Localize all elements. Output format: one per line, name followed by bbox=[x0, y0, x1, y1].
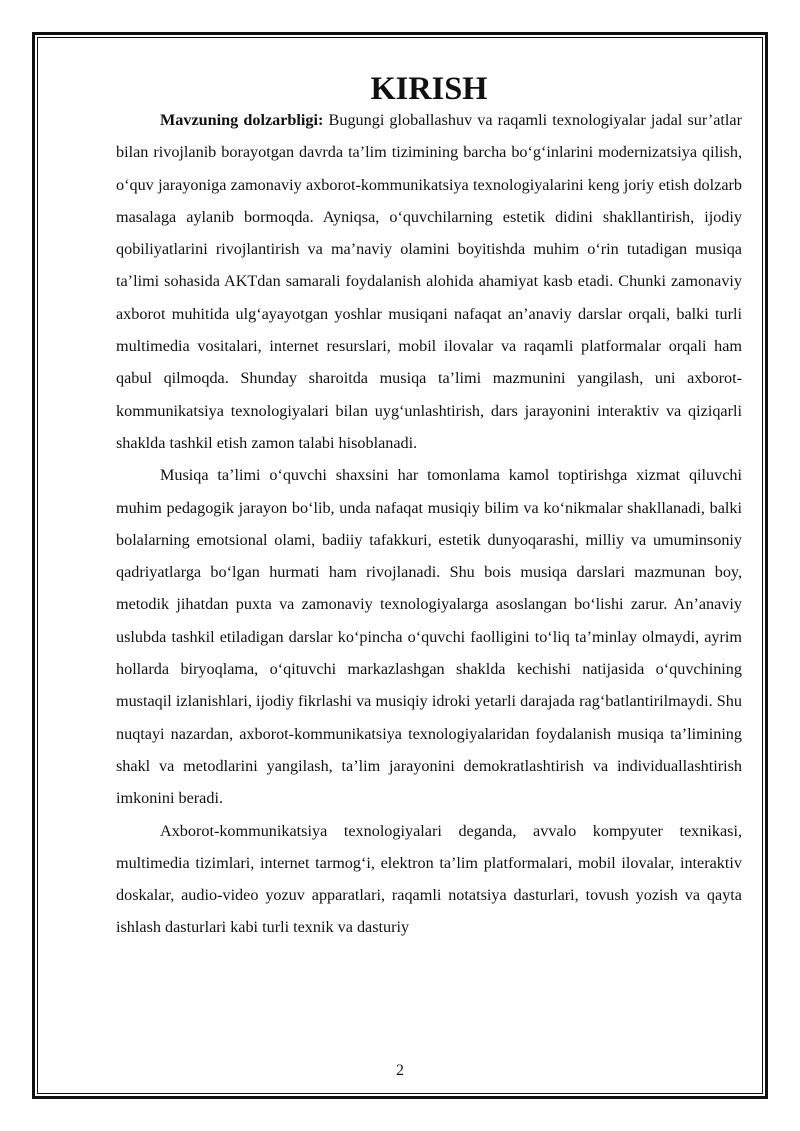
paragraph-text: Musiqa ta’limi o‘quvchi shaxsini har tomonlama kamol toptirishga xizmat qiluvchi muhim pedagogik jarayon bo‘lib, unda nafaqat musiqiy bilim va ko‘nikmalar shakllanadi, balki bolalarning emotsional olami, badiiy tafakkuri, estetik dunyoqarashi, milliy va umuminsoniy qadriyatlarga bo‘lgan hurmati ham rivojlanadi. Shu bois musiqa darslari mazmunan boy, metodik jihatdan puxta va zamonaviy texnologiyalarga asoslangan bo‘lishi zarur. An’anaviy uslubda tashkil etiladigan darslar ko‘pincha o‘quvchi faolligini to‘liq ta’minlay olmaydi, ayrim hollarda biryoqlama, o‘qituvchi markazlashgan shaklda kechishi natijasida o‘quvchining mustaqil izlanishlari, ijodiy fikrlashi va musiqiy idroki yetarli darajada rag‘batlantirilmaydi. Shu nuqtayi nazardan, axborot-kommunikatsiya texnologiyalaridan foydalanish musiqa ta’limining shakl va metodlarini yangilash, ta’lim jarayonini demokratlashtirish va individuallashtirish imkonini beradi. bbox=[116, 466, 742, 808]
paragraph-3 bbox=[116, 815, 742, 944]
paragraph-2 bbox=[116, 459, 742, 814]
page-number: 2 bbox=[396, 1062, 404, 1079]
paragraph-text: Bugungi globallashuv va raqamli texnologiyalar jadal sur’atlar bilan rivojlanib borayotgan davrda ta’lim tizimining barcha bo‘g‘inlarini modernizatsiya qilish, o‘quv jarayoniga zamonaviy axborot-kommunikatsiya texnologiyalarini keng joriy etish dolzarb masalaga aylanib bormoqda. Ayniqsa, o‘quvchilarning estetik didini shakllantirish, ijodiy qobiliyatlarini rivojlantirish va ma’naviy olamini boyitishda muhim o‘rin tutadigan musiqa ta’limi sohasida AKTdan samarali foydalanish alohida ahamiyat kasb etadi. Chunki zamonaviy axborot muhitida ulg‘ayayotgan yoshlar musiqani nafaqat an’anaviy darslar orqali, balki turli multimedia vositalari, internet resurslari, mobil ilovalar va raqamli platformalar orqali ham qabul qilmoqda. Shunday sharoitda musiqa ta’limi mazmunini yangilash, uni axborot-kommunikatsiya texnologiyalari bilan uyg‘unlashtirish, dars jarayonini interaktiv va qiziqarli shaklda tashkil etish zamon talabi hisoblanadi. bbox=[116, 111, 742, 452]
paragraph-lead: Mavzuning dolzarbligi: bbox=[160, 111, 324, 129]
document-page bbox=[116, 71, 742, 944]
paragraph-1 bbox=[116, 104, 742, 459]
section-title: KIRISH bbox=[370, 71, 488, 107]
paragraph-text: Axborot-kommunikatsiya texnologiyalari deganda, avvalo kompyuter texnikasi, multimedia tizimlari, internet tarmog‘i, elektron ta’lim platformalari, mobil ilovalar, interaktiv doskalar, audio-video yozuv apparatlari, raqamli notatsiya dasturlari, tovush yozish va qayta ishlash dasturlari kabi turli texnik va dasturiy bbox=[116, 821, 742, 937]
